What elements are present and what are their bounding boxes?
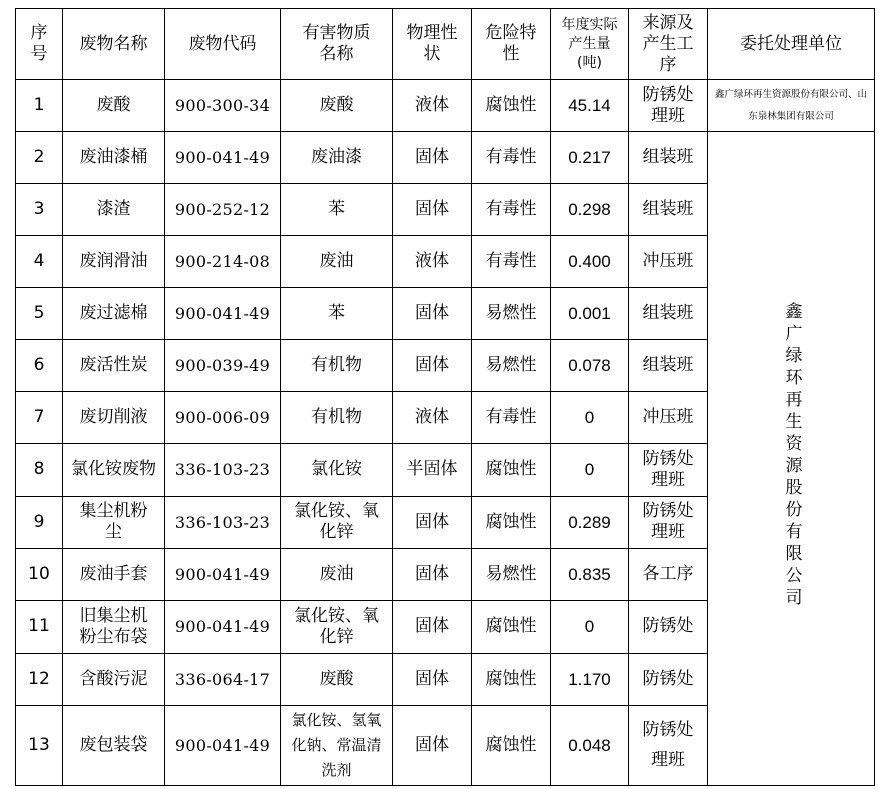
cell-amount: 0 [551,392,629,444]
cell-code: 336-103-23 [165,496,281,548]
cell-amount: 1.170 [551,653,629,705]
cell-hazard: 废油 [281,548,393,600]
cell-name: 漆渣 [63,184,165,236]
cell-hazard: 氯化铵、氢氧化钠、常温清洗剂 [281,705,393,785]
cell-hazard: 氯化铵、氧化锌 [281,496,393,548]
cell-amount: 45.14 [551,80,629,132]
cell-code: 900-039-49 [165,340,281,392]
cell-risk: 易燃性 [472,288,551,340]
cell-source: 冲压班 [629,392,708,444]
cell-code: 900-041-49 [165,132,281,184]
cell-source: 防锈处 [629,653,708,705]
cell-name: 废包装袋 [63,705,165,785]
cell-risk: 易燃性 [472,340,551,392]
cell-risk: 腐蚀性 [472,653,551,705]
cell-code: 900-041-49 [165,288,281,340]
header-name: 废物名称 [63,9,165,80]
cell-name: 集尘机粉尘 [63,496,165,548]
cell-state: 固体 [393,340,472,392]
cell-risk: 腐蚀性 [472,80,551,132]
cell-seq: 11 [16,600,63,653]
cell-source: 组装班 [629,340,708,392]
cell-hazard: 废酸 [281,653,393,705]
header-unit: 委托处理单位 [708,9,875,80]
cell-state: 固体 [393,288,472,340]
cell-state: 液体 [393,236,472,288]
table-row [16,132,875,184]
cell-amount: 0.001 [551,288,629,340]
cell-state: 固体 [393,548,472,600]
cell-hazard: 有机物 [281,392,393,444]
cell-seq: 5 [16,288,63,340]
cell-hazard: 有机物 [281,340,393,392]
cell-amount: 0.217 [551,132,629,184]
cell-name: 废酸 [63,80,165,132]
cell-state: 固体 [393,184,472,236]
cell-amount: 0.400 [551,236,629,288]
header-code: 废物代码 [165,9,281,80]
cell-name: 氯化铵废物 [63,444,165,496]
cell-risk: 有毒性 [472,392,551,444]
cell-name: 废润滑油 [63,236,165,288]
cell-amount: 0.078 [551,340,629,392]
cell-code: 900-300-34 [165,80,281,132]
cell-name: 废过滤棉 [63,288,165,340]
cell-code: 900-252-12 [165,184,281,236]
cell-risk: 有毒性 [472,132,551,184]
cell-risk: 有毒性 [472,184,551,236]
cell-amount: 0.048 [551,705,629,785]
cell-seq: 10 [16,548,63,600]
hazardous-waste-table [15,8,875,786]
cell-source: 组装班 [629,184,708,236]
cell-state: 半固体 [393,444,472,496]
cell-amount: 0.289 [551,496,629,548]
cell-state: 固体 [393,705,472,785]
cell-hazard: 废油漆 [281,132,393,184]
cell-name: 废活性炭 [63,340,165,392]
header-hazard: 有害物质名称 [281,9,393,80]
cell-risk: 腐蚀性 [472,496,551,548]
cell-risk: 有毒性 [472,236,551,288]
cell-seq: 3 [16,184,63,236]
cell-risk: 腐蚀性 [472,600,551,653]
header-risk: 危险特性 [472,9,551,80]
cell-seq: 2 [16,132,63,184]
header-amount: 年度实际产生量(吨) [551,9,629,80]
cell-seq: 9 [16,496,63,548]
cell-source: 防锈处理班 [629,80,708,132]
cell-hazard: 苯 [281,184,393,236]
cell-code: 900-214-08 [165,236,281,288]
cell-source: 防锈处理班 [629,705,708,785]
cell-hazard: 苯 [281,288,393,340]
cell-hazard: 氯化铵 [281,444,393,496]
cell-code: 900-041-49 [165,705,281,785]
cell-amount: 0 [551,444,629,496]
cell-unit: 鑫广绿环再生资源股份有限公司、山东泉林集团有限公司 [708,80,875,132]
cell-amount: 0.298 [551,184,629,236]
cell-name: 废油漆桶 [63,132,165,184]
cell-unit-merged [708,132,875,786]
cell-code: 336-064-17 [165,653,281,705]
cell-hazard: 氯化铵、氧化锌 [281,600,393,653]
cell-state: 固体 [393,653,472,705]
cell-risk: 腐蚀性 [472,705,551,785]
cell-state: 液体 [393,80,472,132]
cell-name: 废油手套 [63,548,165,600]
cell-code: 900-006-09 [165,392,281,444]
cell-source: 冲压班 [629,236,708,288]
cell-state: 固体 [393,600,472,653]
cell-code: 336-103-23 [165,444,281,496]
cell-name: 废切削液 [63,392,165,444]
cell-source: 防锈处 [629,600,708,653]
cell-state: 固体 [393,132,472,184]
cell-amount: 0.835 [551,548,629,600]
cell-risk: 腐蚀性 [472,444,551,496]
header-state: 物理性状 [393,9,472,80]
header-source: 来源及产生工序 [629,9,708,80]
cell-seq: 7 [16,392,63,444]
cell-source: 组装班 [629,132,708,184]
cell-seq: 4 [16,236,63,288]
cell-source: 防锈处理班 [629,444,708,496]
cell-source: 各工序 [629,548,708,600]
cell-hazard: 废油 [281,236,393,288]
header-row [16,9,875,80]
cell-seq: 8 [16,444,63,496]
cell-risk: 易燃性 [472,548,551,600]
cell-seq: 1 [16,80,63,132]
cell-state: 固体 [393,496,472,548]
cell-seq: 6 [16,340,63,392]
cell-amount: 0 [551,600,629,653]
cell-code: 900-041-49 [165,548,281,600]
table-row [16,80,875,132]
cell-code: 900-041-49 [165,600,281,653]
cell-state: 液体 [393,392,472,444]
cell-name: 旧集尘机粉尘布袋 [63,600,165,653]
cell-source: 组装班 [629,288,708,340]
cell-seq: 13 [16,705,63,785]
cell-seq: 12 [16,653,63,705]
cell-hazard: 废酸 [281,80,393,132]
cell-name: 含酸污泥 [63,653,165,705]
header-seq: 序号 [16,9,63,80]
cell-source: 防锈处理班 [629,496,708,548]
unit-vertical-text: 鑫广绿环再生资源股份有限公司 [781,301,802,610]
